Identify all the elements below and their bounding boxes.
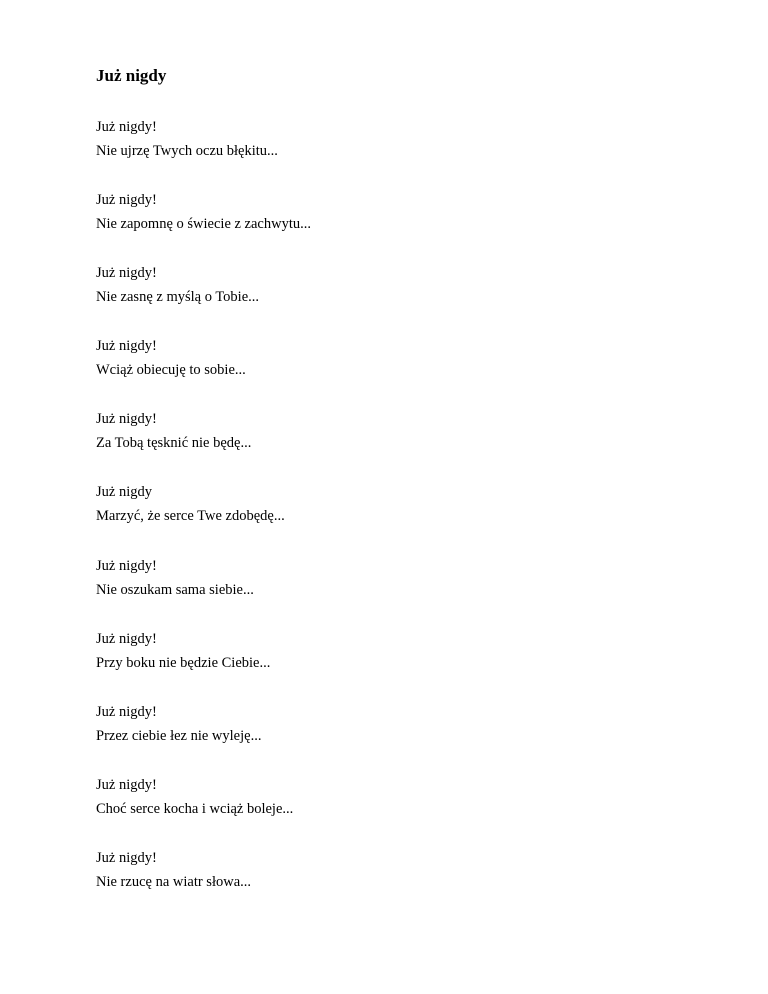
stanza-line-refrain: Już nigdy! <box>96 704 157 720</box>
stanza-line-refrain: Już nigdy! <box>96 119 157 135</box>
stanza-line-verse: Przez ciebie łez nie wyleję... <box>96 728 262 744</box>
stanza-line-refrain: Już nigdy! <box>96 411 157 427</box>
stanza-line-verse: Nie rzucę na wiatr słowa... <box>96 874 252 890</box>
stanza <box>96 409 696 457</box>
stanza-line-refrain: Już nigdy! <box>96 850 157 866</box>
stanza <box>96 117 696 165</box>
stanza-line-refrain: Już nigdy! <box>96 631 157 647</box>
stanza-line-refrain: Już nigdy! <box>96 265 157 281</box>
stanza-line-verse: Nie zasnę z myślą o Tobie... <box>96 289 260 305</box>
stanza <box>96 848 696 896</box>
stanza-line-verse: Nie oszukam sama siebie... <box>96 582 254 598</box>
poem-title: Już nigdy <box>96 66 167 85</box>
stanza <box>96 556 696 604</box>
stanza-line-verse: Przy boku nie będzie Ciebie... <box>96 655 271 671</box>
stanza-line-verse: Nie ujrzę Twych oczu błękitu... <box>96 143 278 159</box>
stanza <box>96 482 696 530</box>
stanza-line-verse: Marzyć, że serce Twe zdobędę... <box>96 508 285 524</box>
stanza <box>96 702 696 750</box>
stanza <box>96 629 696 677</box>
stanza-line-verse: Za Tobą tęsknić nie będę... <box>96 435 252 451</box>
stanza <box>96 336 696 384</box>
stanza-line-verse: Wciąż obiecuję to sobie... <box>96 362 246 378</box>
stanza-line-refrain: Już nigdy! <box>96 192 157 208</box>
stanza-line-refrain: Już nigdy! <box>96 338 157 354</box>
stanza-line-refrain: Już nigdy! <box>96 558 157 574</box>
stanza <box>96 263 696 311</box>
stanza-line-verse: Choć serce kocha i wciąż boleje... <box>96 801 294 817</box>
stanza <box>96 190 696 238</box>
stanza-line-verse: Nie zapomnę o świecie z zachwytu... <box>96 216 311 232</box>
stanza-line-refrain: Już nigdy <box>96 484 152 500</box>
stanza <box>96 775 696 823</box>
stanza-line-refrain: Już nigdy! <box>96 777 157 793</box>
